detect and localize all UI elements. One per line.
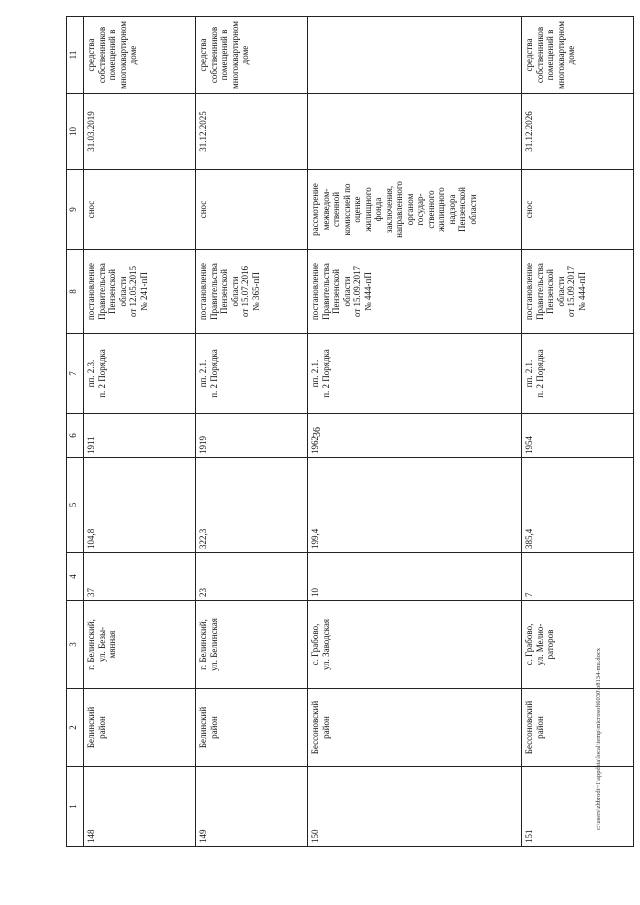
act-cell: постановление Правительства Пензенской области от 15.09.2017 № 444-пП	[308, 250, 522, 334]
source-cell: средства собственников помещений в многоквартирном доме	[84, 17, 196, 94]
date-cell: 31.03.2019	[84, 94, 196, 170]
house-number-cell: 10	[308, 553, 522, 601]
grounds-cell: пп. 2.1. п. 2 Порядка	[196, 334, 308, 414]
page-number: 36	[312, 427, 323, 437]
grounds-cell: пп. 2.1. п. 2 Порядка	[522, 334, 634, 414]
measure-cell: снос	[196, 170, 308, 250]
address-cell: с. Грабово, ул. Заводская	[308, 601, 522, 689]
district-cell: Бессоновский район	[522, 689, 634, 767]
housing-table	[66, 16, 634, 847]
table-row	[84, 17, 196, 847]
source-cell: средства собственников помещений в многоквартирном доме	[522, 17, 634, 94]
row-number: 150	[308, 767, 522, 847]
row-number: 148	[84, 767, 196, 847]
column-header: 2	[67, 689, 84, 767]
housing-table-wrapper	[66, 17, 587, 847]
area-cell: 104,8	[84, 458, 196, 553]
year-cell: 1962	[308, 414, 522, 458]
header-row	[67, 17, 84, 847]
date-cell: 31.12.2026	[522, 94, 634, 170]
source-cell	[308, 17, 522, 94]
area-cell: 199,4	[308, 458, 522, 553]
house-number-cell: 37	[84, 553, 196, 601]
act-cell: постановление Правительства Пензенской области от 15.09.2017 № 444-пП	[522, 250, 634, 334]
column-header: 10	[67, 94, 84, 170]
district-cell: Белинский район	[196, 689, 308, 767]
column-header: 4	[67, 553, 84, 601]
year-cell: 1954	[522, 414, 634, 458]
measure-cell: снос	[522, 170, 634, 250]
area-cell: 385,4	[522, 458, 634, 553]
date-cell	[308, 94, 522, 170]
source-cell: средства собственников помещений в многоквартирном доме	[196, 17, 308, 94]
measure-cell: рассмотрение межведом- ственной комиссией по оценке жилищного фонда заключения, направленного органом государ- ственного жилищного надзора Пензенской области	[308, 170, 522, 250]
district-cell: Бессоновский район	[308, 689, 522, 767]
table-row	[196, 17, 308, 847]
row-number: 149	[196, 767, 308, 847]
column-header: 9	[67, 170, 84, 250]
table-row	[308, 17, 522, 847]
row-number: 151	[522, 767, 634, 847]
column-header: 6	[67, 414, 84, 458]
grounds-cell: пп. 2.3. п. 2 Порядка	[84, 334, 196, 414]
footer-file-path: c:\users\zhbrodt~1\appdata\local\temp\microsoft6030\o8134-mu.docx	[595, 647, 602, 831]
address-cell: г. Белинский, ул. Безы- мянная	[84, 601, 196, 689]
act-cell: постановление Правительства Пензенской области от 12.05.2015 № 241-пП	[84, 250, 196, 334]
table-row	[522, 17, 634, 847]
measure-cell: снос	[84, 170, 196, 250]
district-cell: Белинский район	[84, 689, 196, 767]
grounds-cell: пп. 2.1. п. 2 Порядка	[308, 334, 522, 414]
year-cell: 1911	[84, 414, 196, 458]
year-cell: 1919	[196, 414, 308, 458]
address-cell: с. Грабово, ул. Мелио- раторов	[522, 601, 634, 689]
column-header: 5	[67, 458, 84, 553]
act-cell: постановление Правительства Пензенской области от 15.07.2016 № 365-пП	[196, 250, 308, 334]
area-cell: 322,3	[196, 458, 308, 553]
house-number-cell: 7	[522, 553, 634, 601]
address-cell: г. Белинский, ул. Белинская	[196, 601, 308, 689]
column-header: 1	[67, 767, 84, 847]
date-cell: 31.12.2025	[196, 94, 308, 170]
column-header: 7	[67, 334, 84, 414]
column-header: 3	[67, 601, 84, 689]
house-number-cell: 23	[196, 553, 308, 601]
column-header: 8	[67, 250, 84, 334]
column-header: 11	[67, 17, 84, 94]
